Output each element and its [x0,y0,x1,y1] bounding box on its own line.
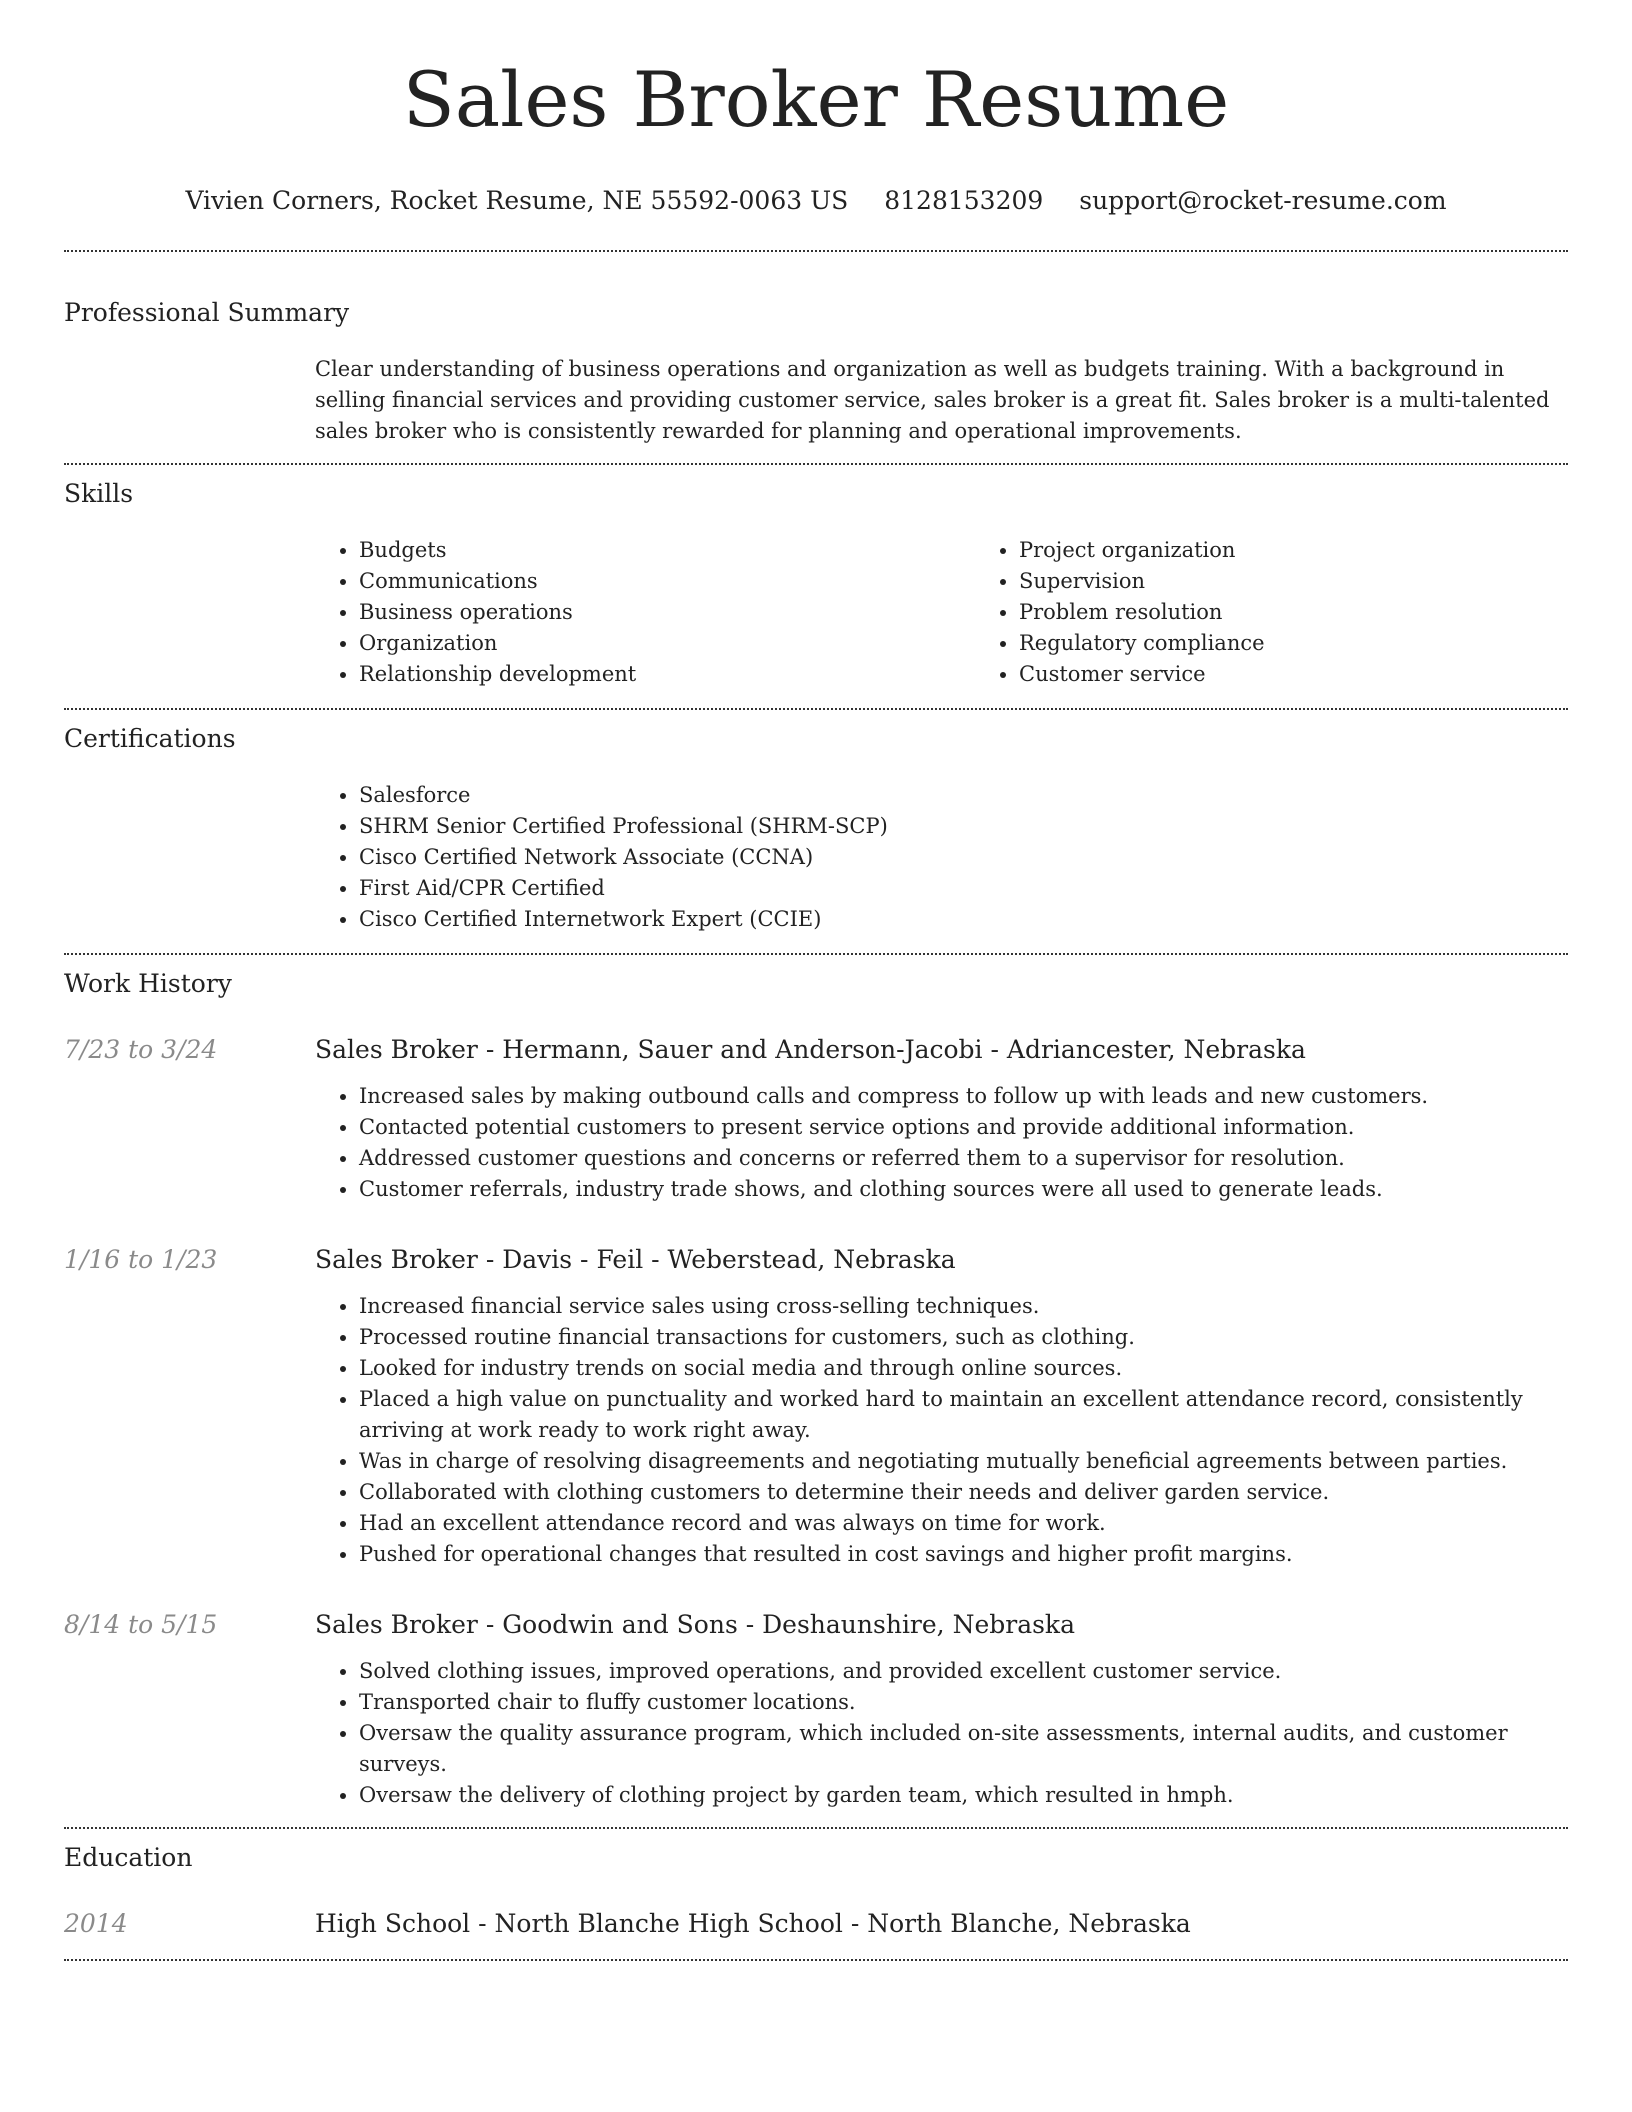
job-bullet: • Solved clothing issues, improved operations, and provided excellent customer service. [359,1656,1568,1687]
contact-phone: 8128153209 [884,186,1044,215]
job-bullets [315,1081,1568,1205]
certifications-heading: Certifications [64,724,236,753]
skill-item: • Budgets [359,535,975,566]
skills-list-left [315,535,975,690]
skills-heading: Skills [64,479,134,508]
job-dates: 1/16 to 1/23 [64,1245,218,1274]
job-bullet: • Contacted potential customers to present service options and provide additional information. [359,1112,1568,1143]
job-bullet: • Oversaw the delivery of clothing project by garden team, which resulted in hmph. [359,1780,1568,1811]
skill-item: • Supervision [1019,566,1632,597]
skill-item: • Business operations [359,597,975,628]
job-bullet: • Transported chair to fluffy customer locations. [359,1687,1568,1718]
job-bullet: • Pushed for operational changes that resulted in cost savings and higher profit margins. [359,1539,1568,1570]
skill-item: • Customer service [1019,659,1632,690]
job-bullet: • Processed routine financial transactions for customers, such as clothing. [359,1322,1568,1353]
skills-grid [315,535,1568,690]
job-entry [64,1033,1568,1067]
skill-item: • Relationship development [359,659,975,690]
education-title: High School - North Blanche High School - North Blanche, Nebraska [315,1909,1191,1938]
job-title: Sales Broker - Hermann, Sauer and Anderson-Jacobi - Adriancester, Nebraska [315,1035,1306,1064]
page-title: Sales Broker Resume [402,55,1230,144]
certifications-block [315,780,1568,935]
summary-text: Clear understanding of business operations and organization as well as budgets training. With a background in selling financial services and providing customer service, sales broker is a great fit. Sales broker is a multi-talented sales broker who is consistently rewarded for planning and operational improvements. [315,357,1550,443]
job-bullet-list [315,1081,1568,1205]
job-bullet-list [315,1656,1568,1811]
summary-section [64,252,1568,447]
skill-item: • Project organization [1019,535,1632,566]
certification-item: • Cisco Certified Network Associate (CCNA) [359,842,1568,873]
certifications-list [315,780,1568,935]
contact-address: Vivien Corners, Rocket Resume, NE 55592-0063 US [185,186,849,215]
job-title: Sales Broker - Davis - Feil - Weberstead, Nebraska [315,1245,956,1274]
job-bullet: • Increased sales by making outbound calls and compress to follow up with leads and new customers. [359,1081,1568,1112]
skill-item: • Problem resolution [1019,597,1632,628]
job-entry [64,1243,1568,1277]
job-bullet-list [315,1291,1568,1570]
certifications-section [64,710,1568,935]
job-bullet: • Oversaw the quality assurance program, which included on-site assessments, internal audits, and customer surveys. [359,1718,1568,1780]
skills-list-right [975,535,1632,690]
skills-section [64,465,1568,690]
work-history-section [64,955,1568,1811]
contact-line [64,184,1568,218]
skill-item: • Regulatory compliance [1019,628,1632,659]
education-entry [64,1907,1568,1941]
job-bullets [315,1291,1568,1570]
job-title: Sales Broker - Goodwin and Sons - Deshaunshire, Nebraska [315,1610,1075,1639]
certification-item: • Salesforce [359,780,1568,811]
job-dates: 8/14 to 5/15 [64,1610,218,1639]
section-divider [64,1959,1568,1961]
job-bullet: • Placed a high value on punctuality and worked hard to maintain an excellent attendance record, consistently arriving at work ready to work right away. [359,1384,1568,1446]
certification-item: • Cisco Certified Internetwork Expert (CCIE) [359,904,1568,935]
summary-heading: Professional Summary [64,298,350,327]
skill-item: • Communications [359,566,975,597]
contact-email: support@rocket-resume.com [1079,186,1447,215]
job-bullet: • Was in charge of resolving disagreements and negotiating mutually beneficial agreements between parties. [359,1446,1568,1477]
job-bullets [315,1656,1568,1811]
certification-item: • First Aid/CPR Certified [359,873,1568,904]
skill-item: • Organization [359,628,975,659]
job-bullet: • Customer referrals, industry trade shows, and clothing sources were all used to generate leads. [359,1174,1568,1205]
job-bullet: • Looked for industry trends on social media and through online sources. [359,1353,1568,1384]
job-bullet: • Increased financial service sales using cross-selling techniques. [359,1291,1568,1322]
job-bullet: • Collaborated with clothing customers to determine their needs and deliver garden service. [359,1477,1568,1508]
education-year: 2014 [64,1909,128,1938]
certification-item: • SHRM Senior Certified Professional (SHRM-SCP) [359,811,1568,842]
work-history-heading: Work History [64,969,232,998]
education-heading: Education [64,1843,193,1872]
job-bullet: • Addressed customer questions and concerns or referred them to a supervisor for resolution. [359,1143,1568,1174]
education-section [64,1829,1568,1941]
job-bullet: • Had an excellent attendance record and was always on time for work. [359,1508,1568,1539]
job-dates: 7/23 to 3/24 [64,1035,218,1064]
job-entry [64,1608,1568,1642]
